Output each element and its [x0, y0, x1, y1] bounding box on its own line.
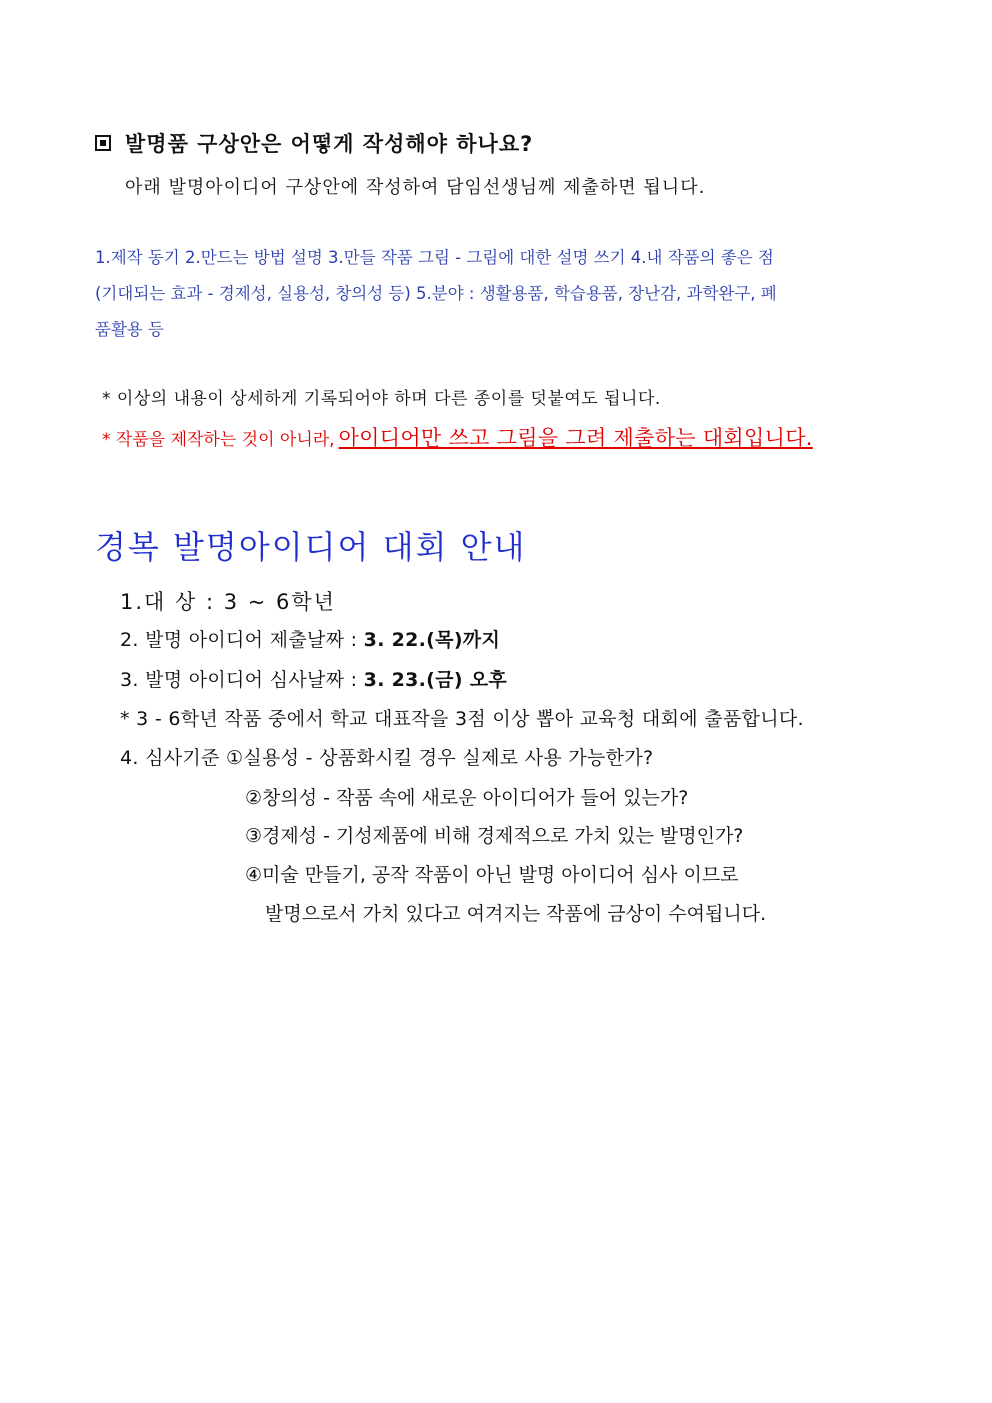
criteria-continuation: 발명으로서 가치 있다고 여겨지는 작품에 금상이 수여됩니다.: [265, 903, 767, 925]
criteria-item-2: ②창의성 - 작품 속에 새로운 아이디어가 들어 있는가?: [245, 787, 689, 809]
criteria-label: 4. 심사기준: [120, 747, 227, 769]
items-line-3: 품활용 등: [95, 320, 165, 339]
note-emphasis-underlined: 아이디어만 쓰고 그림을 그려 제출하는 대회입니다.: [338, 426, 813, 450]
items-line-1: 1.제작 동기 2.만드는 방법 설명 3.만들 작품 그림 - 그림에 대한 설명 쓰기 4.내 작품의 좋은 점: [95, 248, 774, 267]
guide-review-date: [120, 665, 507, 692]
question-heading: [95, 128, 533, 158]
items-paragraph: [95, 240, 900, 348]
submit-label: 2. 발명 아이디어 제출날짜 :: [120, 629, 364, 651]
note-emphasis: [102, 422, 813, 452]
guide-title: 경복 발명아이디어 대회 안내: [95, 528, 527, 566]
guide-note: * 3 - 6학년 작품 중에서 학교 대표작을 3점 이상 뽑아 교육청 대회에 출품합니다.: [120, 708, 804, 730]
question-subtitle: 아래 발명아이디어 구상안에 작성하여 담임선생님께 제출하면 됩니다.: [125, 177, 706, 198]
criteria-item-1: ①실용성 - 상품화시킬 경우 실제로 사용 가능한가?: [226, 747, 654, 769]
criteria-item-3: ③경제성 - 기성제품에 비해 경제적으로 가치 있는 발명인가?: [245, 825, 744, 847]
items-line-2: (기대되는 효과 - 경제성, 실용성, 창의성 등) 5.분야 : 생활용품, 학습용품, 장난감, 과학완구, 폐: [95, 284, 777, 303]
question-title: 발명품 구상안은 어떻게 작성해야 하나요?: [125, 132, 534, 156]
guide-submit-date: [120, 625, 500, 652]
square-bullet-icon: [95, 135, 111, 151]
review-label: 3. 발명 아이디어 심사날짜 :: [120, 669, 364, 691]
criteria-row: [120, 743, 653, 770]
submit-date-value: 3. 22.(목)까지: [363, 629, 501, 651]
note-detail: * 이상의 내용이 상세하게 기록되어야 하며 다른 종이를 덧붙여도 됩니다.: [102, 389, 661, 409]
criteria-item-4: ④미술 만들기, 공작 작품이 아닌 발명 아이디어 심사 이므로: [245, 864, 739, 886]
guide-target: 1.대 상 : 3 ~ 6학년: [120, 590, 336, 614]
review-date-value: 3. 23.(금) 오후: [363, 669, 508, 691]
note-emphasis-prefix: * 작품을 제작하는 것이 아니라,: [102, 430, 335, 450]
